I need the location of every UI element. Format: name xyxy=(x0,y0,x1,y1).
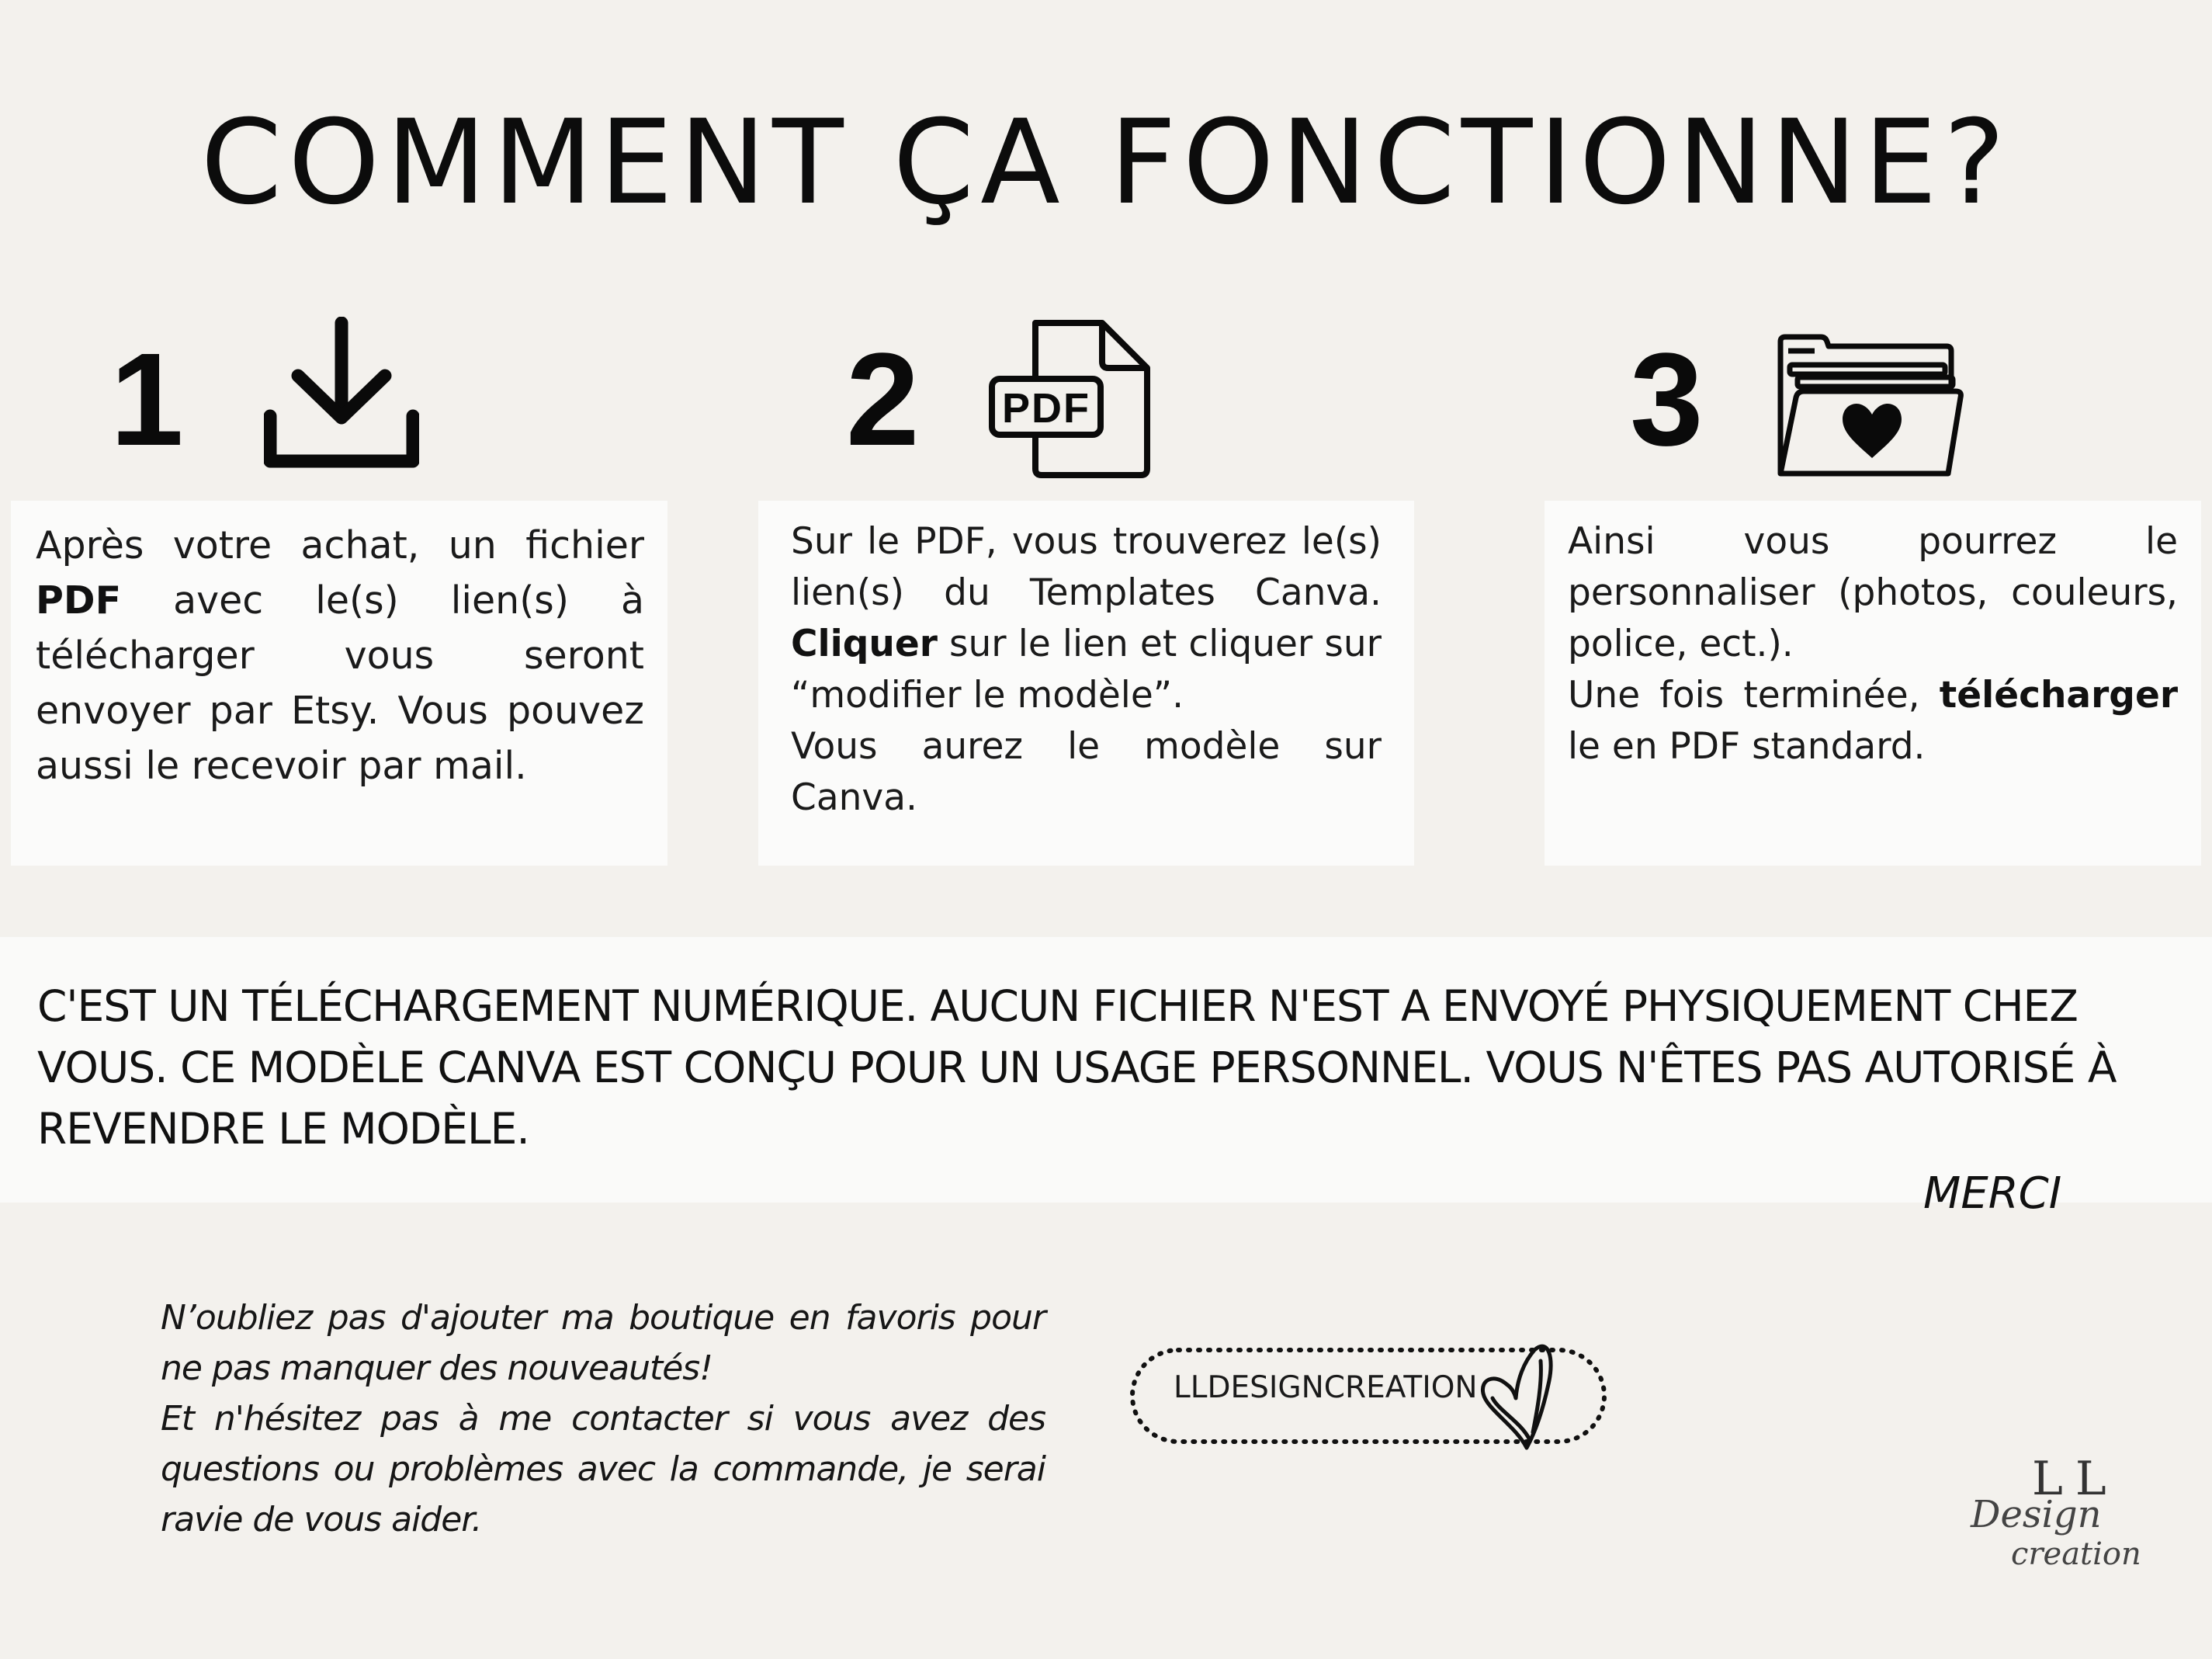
step-2-text-bold: Cliquer xyxy=(791,623,938,665)
step-1-text-bold: PDF xyxy=(36,578,122,623)
step-1-text-b: avec le(s) lien(s) à télécharger vous seront envoyer par Etsy. Vous pouvez aussi le recevoir par mail. xyxy=(36,578,644,788)
step-2-text-2: Vous aurez le modèle sur Canva. xyxy=(791,725,1382,819)
logo-script-line1: Design xyxy=(1971,1493,2102,1536)
step-2-card xyxy=(758,501,1414,866)
step-3-text-2 xyxy=(1568,670,2178,772)
step-2-text-b: sur le lien et cliquer sur “modifier le modèle”. xyxy=(791,623,1382,717)
footer-message xyxy=(161,1293,1045,1545)
footer-contact-text: Et n'hésitez pas à me contacter si vous avez des questions ou problèmes avec la commande, je serai ravie de vous aider. xyxy=(161,1399,1045,1539)
digital-download-notice: C'EST UN TÉLÉCHARGEMENT NUMÉRIQUE. AUCUN FICHIER N'EST A ENVOYÉ PHYSIQUEMENT CHEZ VOUS. CE MODÈLE CANVA EST CONÇU POUR UN USAGE PERSONNEL. VOUS N'ÊTES PAS AUTORISÉ À REVENDRE LE MODÈLE. xyxy=(0,937,2212,1203)
step-1-text xyxy=(36,518,644,793)
pdf-icon-label: PDF xyxy=(1002,385,1090,432)
step-3-number: 3 xyxy=(1630,326,1704,474)
pdf-file-icon xyxy=(987,317,1154,481)
thanks-label: MERCI xyxy=(1923,1168,2062,1219)
step-2-number: 2 xyxy=(846,326,920,474)
brand-logo-script xyxy=(1968,1487,2169,1576)
logo-script-line2: creation xyxy=(2011,1536,2141,1572)
step-3-text: Ainsi vous pourrez le personnaliser (photos, couleurs, police, ect.). xyxy=(1568,520,2178,665)
step-3-text-b: le en PDF standard. xyxy=(1568,725,1926,768)
step-3-card xyxy=(1545,501,2201,866)
step-2-text xyxy=(791,516,1382,721)
shop-badge-label[interactable]: LLDESIGNCREATION xyxy=(1174,1370,1478,1405)
step-3-text-bold: télécharger xyxy=(1939,674,2178,717)
footer-favorites-text: N’oubliez pas d'ajouter ma boutique en favoris pour ne pas manquer des nouveautés! xyxy=(161,1298,1045,1388)
download-icon xyxy=(264,317,419,469)
logo-monogram: LL xyxy=(2032,1452,2119,1506)
step-3-text-a: Une fois terminée, xyxy=(1568,674,1940,717)
page-title: COMMENT ÇA FONCTIONNE? xyxy=(200,95,2012,231)
step-1-number: 1 xyxy=(110,326,184,474)
step-2-text-a: Sur le PDF, vous trouverez le(s) lien(s) du Templates Canva. xyxy=(791,520,1382,614)
heart-outline-icon xyxy=(1482,1346,1551,1448)
step-1-card xyxy=(11,501,667,866)
step-1-text-a: Après votre achat, un fichier xyxy=(36,523,644,567)
folder-heart-icon xyxy=(1777,334,1964,477)
